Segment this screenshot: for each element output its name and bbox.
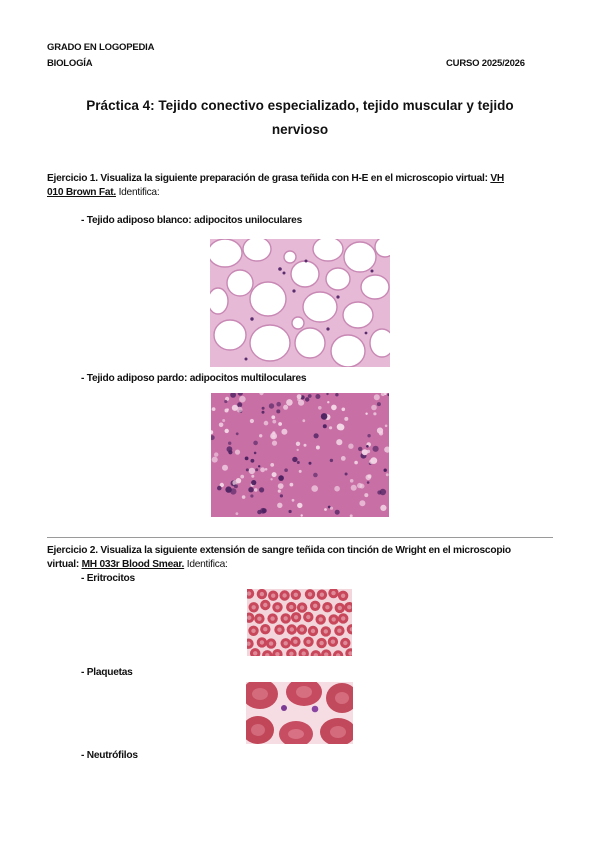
exercise2-text (47, 544, 557, 572)
exercise2-item-platelets: - Plaquetas (81, 667, 133, 678)
exercise1-link-part1[interactable]: VH (490, 173, 504, 184)
brown-fat-image (211, 393, 389, 517)
exercise1-suffix: Identifica: (118, 187, 160, 198)
exercise2-label: Ejercicio 2. (47, 545, 98, 556)
header-subject: BIOLOGÍA (47, 58, 93, 69)
exercise1-item-brown-fat: - Tejido adiposo pardo: adipocitos multiloculares (81, 373, 307, 384)
exercise2-item-neutrophils: - Neutrófilos (81, 750, 138, 761)
exercise1-label: Ejercicio 1. (47, 173, 98, 184)
white-fat-image (210, 239, 390, 367)
exercise1-text (47, 172, 557, 200)
erythrocytes-image (247, 589, 352, 656)
page-title-line1: Práctica 4: Tejido conectivo especializado, tejido muscular y tejido (86, 98, 514, 113)
exercise2-prefix: virtual: (47, 559, 79, 570)
exercise2-link[interactable]: MH 033r Blood Smear. (81, 559, 185, 570)
page-title (0, 94, 600, 142)
header-degree: GRADO EN LOGOPEDIA (47, 42, 155, 53)
page-title-line2: nervioso (271, 122, 329, 137)
exercise2-item-erythrocytes: - Eritrocitos (81, 573, 135, 584)
exercise1-item-white-fat: - Tejido adiposo blanco: adipocitos uniloculares (81, 215, 303, 226)
exercise1-instruction: Visualiza la siguiente preparación de grasa teñida con H-E en el microscopio virtual: (100, 173, 488, 184)
section-divider (47, 537, 553, 538)
exercise2-instruction: Visualiza la siguiente extensión de sangre teñida con tinción de Wright en el microscopio (100, 545, 511, 556)
exercise1-link-part2[interactable]: 010 Brown Fat. (47, 187, 116, 198)
header-course: CURSO 2025/2026 (446, 58, 525, 69)
platelets-image (246, 682, 353, 744)
exercise2-suffix: Identifica: (186, 559, 228, 570)
